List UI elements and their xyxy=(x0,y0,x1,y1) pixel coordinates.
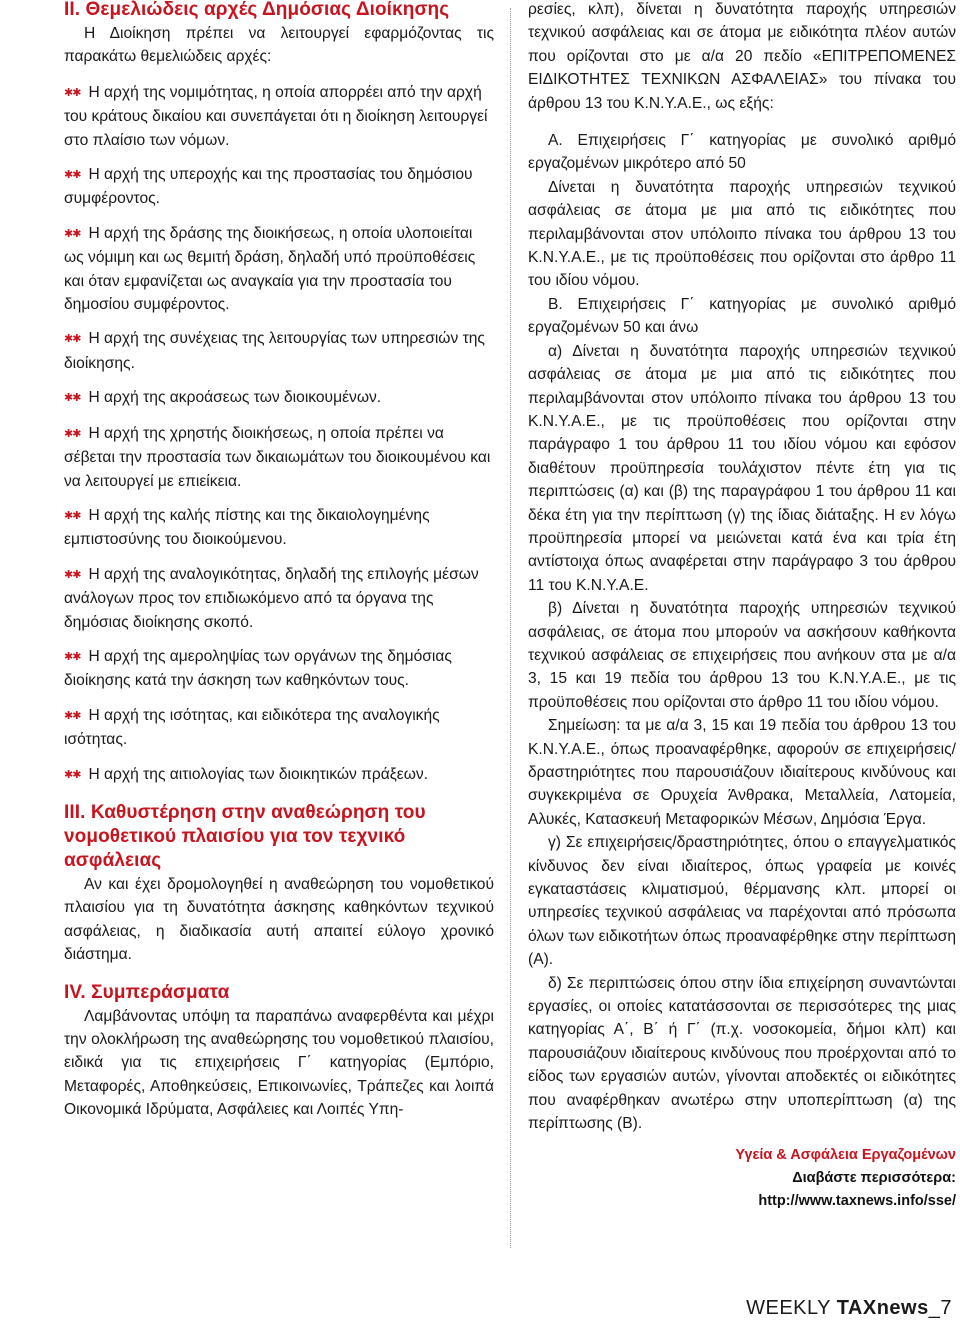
case-b-beta: β) Δίνεται η δυνατότητα παροχής υπηρεσιών τεχνικού ασφάλειας, σε άτομα που μπορούν να ασκήσουν καθήκοντα τεχνικού ασφάλειας σε επιχειρήσεις που ανήκουν στα με α/α 3, 15 και 19 πεδία του άρθρου 13 του Κ.Ν.Υ.Α.Ε., με τις προϋποθέσεις που ορίζονται στο άρθρο 11 του ιδίου νόμου. xyxy=(528,600,956,711)
read-more-label: Διαβάστε περισσότερα: xyxy=(792,1169,956,1186)
bullet-star-icon: ✱✱ xyxy=(64,650,81,663)
principle-item xyxy=(64,763,494,787)
principle-item xyxy=(64,563,494,634)
page-footer xyxy=(746,1297,952,1320)
case-b-alpha: α) Δίνεται η δυνατότητα παροχής υπηρεσιών τεχνικού ασφάλειας σε άτομα με μια από τις ειδικότητες που περιλαμβάνονται στον υπόλοιπο πίνακα του άρθρου 13 του Κ.Ν.Υ.Α.Ε., με τις προϋποθέσεις που ορίζονται στην παράγραφο 1 του άρθρου 11 του ιδίου νόμου και εφόσον διαθέτουν προϋπηρεσία τουλάχιστον πέντε έτη για τις περιπτώσεις (α) και (β) της παραγράφου 1 του άρθρου 11 και δέκα έτη για την περίπτωση (γ) της ίδιας διάταξης. Η εν λόγω προϋπηρεσία μπορεί να μειώνεται κατά ένα και τρία έτη αντίστοιχα όπως αναφέρεται στην παράγραφο 3 του άρθρου 11 του Κ.Ν.Υ.Α.Ε. xyxy=(528,342,956,594)
case-b-heading: Β. Επιχειρήσεις Γ΄ κατηγορίας με συνολικό αριθμό εργαζομένων 50 και άνω xyxy=(528,295,956,337)
principles-list xyxy=(64,81,494,787)
principle-item xyxy=(64,222,494,317)
principle-text: Η αρχή της αναλογικότητας, δηλαδή της επιλογής μέσων ανάλογων προς τον επιδιωκόμενο από τα όργανα της δημόσιας διοίκησης σκοπό. xyxy=(64,565,479,631)
bullet-star-icon: ✱✱ xyxy=(64,227,81,240)
right-column xyxy=(528,0,956,1213)
section-2-title: II. Θεμελιώδεις αρχές Δημόσιας Διοίκησης xyxy=(64,0,450,20)
case-a-text: Δίνεται η δυνατότητα παροχής υπηρεσιών τεχνικού ασφάλειας σε άτομα με μια από τις ειδικότητες που περιλαμβάνονται στον υπόλοιπο πίνακα του άρθρου 13 του Κ.Ν.Υ.Α.Ε., με τις προϋποθέσεις που ορίζονται στο άρθρο 11 του ιδίου νόμου. xyxy=(528,178,956,290)
case-b-delta: δ) Σε περιπτώσεις όπου στην ίδια επιχείρηση συναντώνται εργασίες, οι οποίες κατατάσσονται σε περισσότερες της μιας κατηγορίας Α΄, Β΄ ή Γ΄ (π.χ. νοσοκομεία, δήμοι κλπ) και παρουσιάζουν ιδιαίτερους κινδύνους που προέρχονται από το είδος των εργασιών αυτών, γίνονται αποδεκτές οι ειδικότητες που αναφέρθηκαν ανωτέρω στην υποπερίπτωση (α) της περίπτωσης (Β). xyxy=(528,974,956,1133)
principle-item xyxy=(64,504,494,552)
footer-weekly: WEEKLY xyxy=(746,1297,831,1319)
principle-item xyxy=(64,645,494,693)
bullet-star-icon: ✱✱ xyxy=(64,427,81,440)
section-2-intro: Η Διοίκηση πρέπει να λειτουργεί εφαρμόζοντας τις παρακάτω θεμελιώδεις αρχές: xyxy=(64,25,494,66)
principle-text: Η αρχή της δράσης της διοικήσεως, η οποία υλοποιείται ως νόμιμη και ως θεμιτή δράση, δηλαδή υπό προϋποθέσεις και όταν εμφανίζεται ως αναγκαία για την προστασία του δημοσίου συμφέροντος. xyxy=(64,224,476,314)
bullet-star-icon: ✱✱ xyxy=(64,392,81,405)
section-3-title: III. Καθυστέρηση στην αναθεώρηση του νομοθετικού πλαισίου για τον τεχνικό ασφάλειας xyxy=(64,801,426,871)
bullet-star-icon: ✱✱ xyxy=(64,768,81,781)
footer-brand: TAXnews xyxy=(836,1297,929,1319)
principle-text: Η αρχή της συνέχειας της λειτουργίας των υπηρεσιών της διοίκησης. xyxy=(64,330,485,372)
note-paragraph: Σημείωση: τα με α/α 3, 15 και 19 πεδία του άρθρου 13 του Κ.Ν.Υ.Α.Ε., όπως προαναφέρθηκε, αφορούν σε επιχειρήσεις/δραστηριότητες που παρουσιάζουν ιδιαίτερους κινδύνους και συγκεκριμένα σε Ορυχεία Άνθρακα, Μεταλλεία, Λατομεία, Αλυκές, Κατασκευή Μεταφορικών Μέσων, Δημόσια Έργα. xyxy=(528,717,956,828)
principle-item xyxy=(64,704,494,752)
principle-text: Η αρχή της χρηστής διοικήσεως, η οποία πρέπει να σέβεται την προστασία των δικαιωμάτων του διοικουμένου και να λειτουργεί με επιείκεια. xyxy=(64,424,491,490)
bullet-star-icon: ✱✱ xyxy=(64,86,81,99)
principle-text: Η αρχή της ισότητας, και ειδικότερα της αναλογικής ισότητας. xyxy=(64,706,440,749)
signature-section: Υγεία & Ασφάλεια Εργαζομένων xyxy=(735,1146,956,1163)
paragraph-continuation: ρεσίες, κλπ), δίνεται η δυνατότητα παροχής υπηρεσιών τεχνικού ασφάλειας και σε άτομα με ειδικότητα πλέον αυτών που ορίζονται στο με α/α 20 πεδίο «ΕΠΙΤΡΕΠΟΜΕΝΕΣ ΕΙΔΙΚΟΤΗΤΕΣ ΤΕΧΝΙΚΩΝ ΑΣΦΑΛΕΙΑΣ» του πίνακα του άρθρου 13 του Κ.Ν.Υ.Α.Ε., ως εξής: xyxy=(528,1,956,112)
read-more-link[interactable]: http://www.taxnews.info/sse/ xyxy=(758,1192,956,1209)
principle-text: Η αρχή της αμεροληψίας των οργάνων της δημόσιας διοίκησης κατά την άσκηση των καθηκόντων τους. xyxy=(64,647,452,690)
section-4-text: Λαμβάνοντας υπόψη τα παραπάνω αναφερθέντα και μέχρι την ολοκλήρωση της αναθεώρησης του νομοθετικού πλαισίου, ειδικά για τις επιχειρήσεις Γ΄ κατηγορίας (Εμπόριο, Μεταφορές, Αποθηκεύσεις, Επικοινωνίες, Τράπεζες και λοιπά Οικονομικά Ιδρύματα, Ασφάλειες και Λοιπές Υπη- xyxy=(64,1007,494,1119)
bullet-star-icon: ✱✱ xyxy=(64,509,81,522)
principle-item xyxy=(64,386,494,410)
principle-item xyxy=(64,327,494,375)
bullet-star-icon: ✱✱ xyxy=(64,709,81,722)
case-a-heading: Α. Επιχειρήσεις Γ΄ κατηγορίας με συνολικό αριθμό εργαζομένων μικρότερο από 50 xyxy=(528,132,956,173)
bullet-star-icon: ✱✱ xyxy=(64,568,81,581)
bullet-star-icon: ✱✱ xyxy=(64,169,81,182)
principle-text: Η αρχή της αιτιολογίας των διοικητικών πράξεων. xyxy=(88,765,429,783)
case-b-gamma: γ) Σε επιχειρήσεις/δραστηριότητες, όπου ο επαγγελματικός κίνδυνος δεν είναι ιδιαίτερος, όπως γραφεία με κοινές εγκαταστάσεις κλιματισμού, θέρμανσης κλπ. μπορεί οι υπηρεσίες τεχνικού ασφάλειας να παρέχονται από πρόσωπα όλων των ειδικοτήτων όπως προαναφέρθηκε στην περίπτωση (Α). xyxy=(528,834,956,969)
principle-text: Η αρχή της καλής πίστης και της δικαιολογημένης εμπιστοσύνης του διοικούμενου. xyxy=(64,506,430,549)
section-4-title: IV. Συμπεράσματα xyxy=(64,981,230,1003)
footer-page-number: _7 xyxy=(928,1297,952,1319)
section-3-text: Αν και έχει δρομολογηθεί η αναθεώρηση του νομοθετικού πλαισίου για τη δυνατότητα άσκησης καθηκόντων τεχνικού ασφάλειας, η διαδικασία αυτή απαιτεί εύλογο χρονικό διάστημα. xyxy=(64,875,494,964)
principle-item xyxy=(64,81,494,152)
principle-text: Η αρχή της υπεροχής και της προστασίας του δημόσιου συμφέροντος. xyxy=(64,166,473,208)
principle-text: Η αρχή της νομιμότητας, η οποία απορρέει από την αρχή του κράτους δικαίου και συνεπάγεται ότι η διοίκηση λειτουργεί στο πλαίσιο των νόμων. xyxy=(64,83,488,149)
principle-text: Η αρχή της ακροάσεως των διοικουμένων. xyxy=(88,389,382,407)
left-column xyxy=(64,0,494,1122)
column-divider xyxy=(510,8,511,1248)
principle-item xyxy=(64,422,494,493)
principle-item xyxy=(64,163,494,211)
bullet-star-icon: ✱✱ xyxy=(64,333,81,346)
